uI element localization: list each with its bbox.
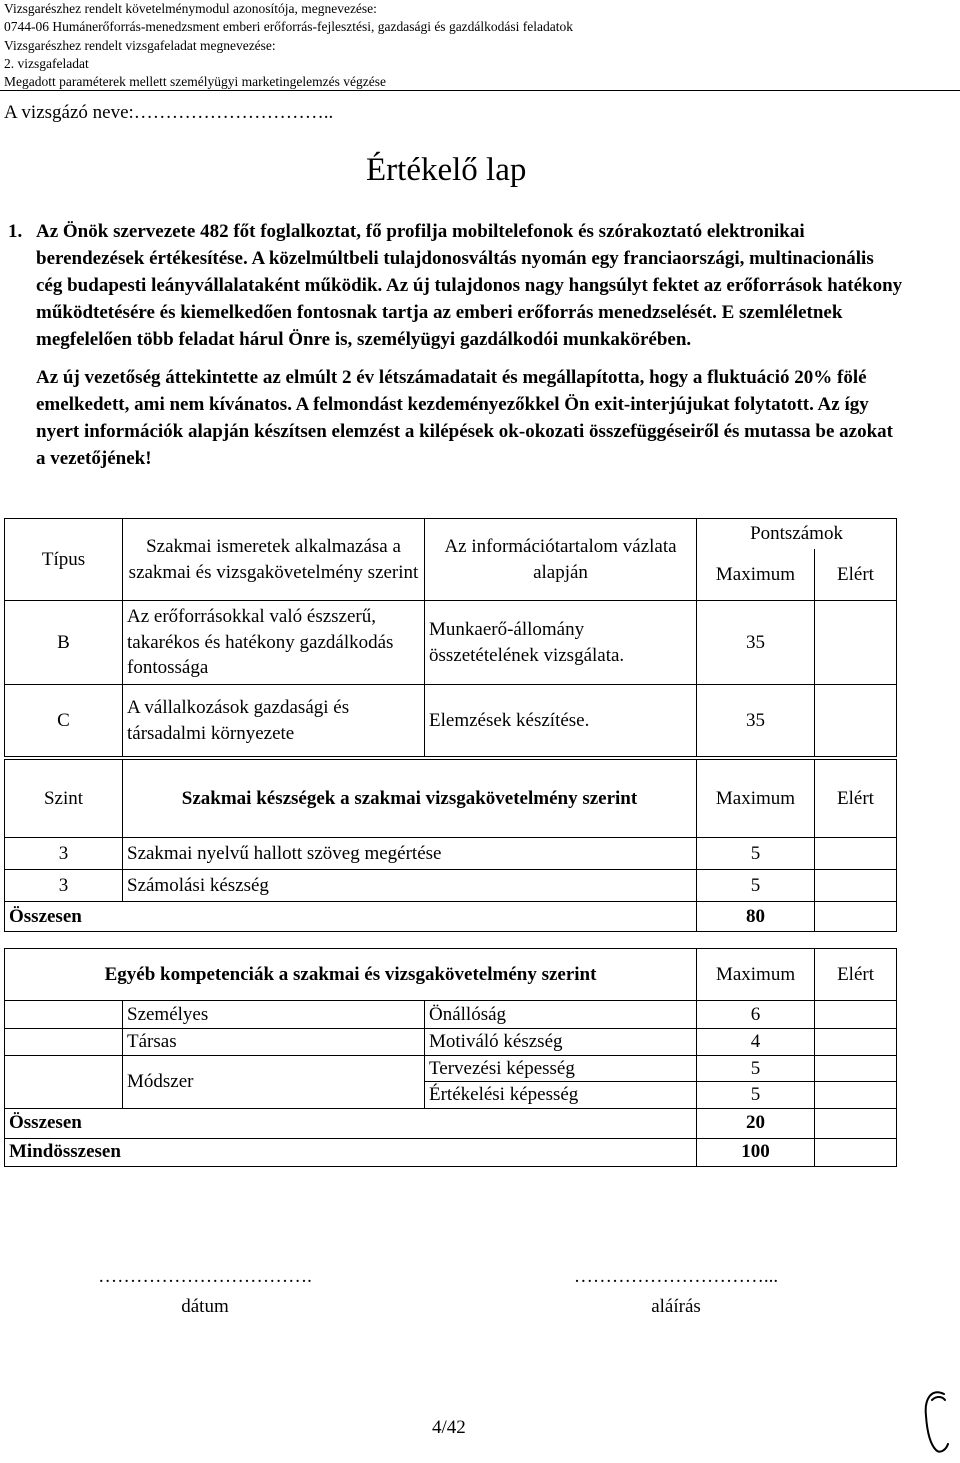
- competency-cell: Tervezési képesség: [425, 1055, 697, 1082]
- table-row: [5, 1029, 897, 1056]
- total-max: 20: [697, 1108, 815, 1138]
- outline-cell: Elemzések készítése.: [425, 685, 697, 757]
- max-header: Maximum: [697, 760, 815, 838]
- type-cell: B: [5, 601, 123, 685]
- competency-score-table: [4, 948, 897, 1167]
- signature-block: [548, 1262, 804, 1322]
- grand-total-label: Mindösszesen: [5, 1138, 697, 1166]
- category-cell: Személyes: [123, 1001, 425, 1029]
- task-description: [8, 218, 904, 472]
- max-cell: 6: [697, 1001, 815, 1029]
- table-row: [5, 601, 897, 685]
- table-row: [5, 838, 897, 870]
- max-cell: 35: [697, 685, 815, 757]
- handwritten-initial-mark: [918, 1386, 952, 1456]
- header-line-3: Vizsgarészhez rendelt vizsgafeladat megnevezése:: [4, 37, 276, 53]
- header-line-5: Megadott paraméterek mellett személyügyi marketingelemzés végzése: [4, 74, 386, 90]
- task-number: 1.: [8, 221, 23, 242]
- total-label: Összesen: [5, 902, 697, 932]
- max-cell: 5: [697, 870, 815, 902]
- skills-score-table: [4, 759, 897, 932]
- max-cell: 5: [697, 1055, 815, 1082]
- max-cell: 4: [697, 1029, 815, 1056]
- max-cell: 35: [697, 601, 815, 685]
- score-input-cell[interactable]: [815, 1082, 897, 1109]
- got-header: Elért: [815, 949, 897, 1001]
- task-paragraph-2: Az új vezetőség áttekintette az elmúlt 2 év létszámadatait és megállapította, hogy a fluktuáció 20% fölé emelkedett, ami nem kívánatos. A felmondást kezdeményezőkkel Ön exit-interjújukat folytatott. Az így nyert információk alapján készítsen elemzést a kilépések ok-okozati összefüggéseiről és mutassa be azokat a vezetőjének!: [36, 367, 894, 469]
- skill-cell: Szakmai nyelvű hallott szöveg megértése: [123, 838, 697, 870]
- table-row: [5, 870, 897, 902]
- total-score-cell[interactable]: [815, 902, 897, 932]
- max-header: Maximum: [697, 549, 815, 601]
- grand-total-score-cell[interactable]: [815, 1138, 897, 1166]
- got-header: Elért: [815, 760, 897, 838]
- type-cell: C: [5, 685, 123, 757]
- type-header: Típus: [5, 519, 123, 601]
- category-cell: Módszer: [123, 1055, 425, 1108]
- competency-cell: Önállóság: [425, 1001, 697, 1029]
- grand-total-max: 100: [697, 1138, 815, 1166]
- total-row: [5, 1108, 897, 1138]
- task-paragraph-1: Az Önök szervezete 482 főt foglalkoztat, fő profilja mobiltelefonok és szórakoztató elektronikai berendezések értékesítése. A közelmúltbeli tulajdonosváltás nyomán egy franciaországi, multinacionális cég budapesti leányvállalataként működik. Az új tulajdonos nagy hangsúlyt fektet az erőforrások hatékony működtetésére és kiemelkedően fontosnak tartja az emberi erőforrás menedzselését. E szemléletnek megfelelően több feladat hárul Önre is, személyügyi gazdálkodói munkakörében.: [36, 221, 903, 350]
- table-row: [5, 1001, 897, 1029]
- score-input-cell[interactable]: [815, 1029, 897, 1056]
- total-score-cell[interactable]: [815, 1108, 897, 1138]
- competency-cell: Értékelési képesség: [425, 1082, 697, 1109]
- score-input-cell[interactable]: [815, 870, 897, 902]
- document-header: [4, 0, 954, 91]
- skills-header: Szakmai készségek a szakmai vizsgakövetelmény szerint: [123, 760, 697, 838]
- signature-label: aláírás: [651, 1296, 701, 1317]
- knowledge-cell: A vállalkozások gazdasági és társadalmi környezete: [123, 685, 425, 757]
- competency-header: Egyéb kompetenciák a szakmai és vizsgakövetelmény szerint: [5, 949, 697, 1001]
- knowledge-header: Szakmai ismeretek alkalmazása a szakmai és vizsgakövetelmény szerint: [123, 519, 425, 601]
- page-title: Értékelő lap: [366, 152, 527, 188]
- table-row: [5, 1055, 897, 1082]
- got-header: Elért: [815, 549, 897, 601]
- level-header: Szint: [5, 760, 123, 838]
- total-label: Összesen: [5, 1108, 697, 1138]
- outline-header: Az információtartalom vázlata alapján: [425, 519, 697, 601]
- level-cell: 3: [5, 838, 123, 870]
- header-line-1: Vizsgarészhez rendelt követelménymodul azonosítója, megnevezése:: [4, 1, 377, 16]
- score-input-cell[interactable]: [815, 838, 897, 870]
- header-divider: [0, 90, 960, 91]
- page-number: 4/42: [432, 1417, 466, 1438]
- max-cell: 5: [697, 1082, 815, 1109]
- date-label: dátum: [181, 1296, 229, 1317]
- score-input-cell[interactable]: [815, 1055, 897, 1082]
- max-header: Maximum: [697, 949, 815, 1001]
- score-input-cell[interactable]: [815, 601, 897, 685]
- knowledge-score-table: [4, 518, 897, 757]
- knowledge-cell: Az erőforrásokkal való észszerű, takarékos és hatékony gazdálkodás fontossága: [123, 601, 425, 685]
- level-cell: 3: [5, 870, 123, 902]
- outline-cell: Munkaerő-állomány összetételének vizsgálata.: [425, 601, 697, 685]
- score-input-cell[interactable]: [815, 1001, 897, 1029]
- signature-line[interactable]: …………………………...: [573, 1266, 779, 1287]
- category-cell: Társas: [123, 1029, 425, 1056]
- total-row: [5, 902, 897, 932]
- header-line-2: 0744-06 Humánerőforrás-menedzsment emberi erőforrás-fejlesztési, gazdasági és gazdálkodási feladatok: [4, 19, 574, 35]
- score-input-cell[interactable]: [815, 685, 897, 757]
- points-header: Pontszámok: [697, 519, 897, 549]
- date-line[interactable]: …………………………….: [98, 1266, 312, 1287]
- examinee-name-field[interactable]: A vizsgázó neve:…………………………..: [4, 102, 334, 123]
- competency-cell: Motiváló készség: [425, 1029, 697, 1056]
- max-cell: 5: [697, 838, 815, 870]
- skill-cell: Számolási készség: [123, 870, 697, 902]
- table-row: [5, 685, 897, 757]
- grand-total-row: [5, 1138, 897, 1166]
- date-signature-block: [80, 1262, 330, 1322]
- header-line-4: 2. vizsgafeladat: [4, 55, 89, 71]
- total-max: 80: [697, 902, 815, 932]
